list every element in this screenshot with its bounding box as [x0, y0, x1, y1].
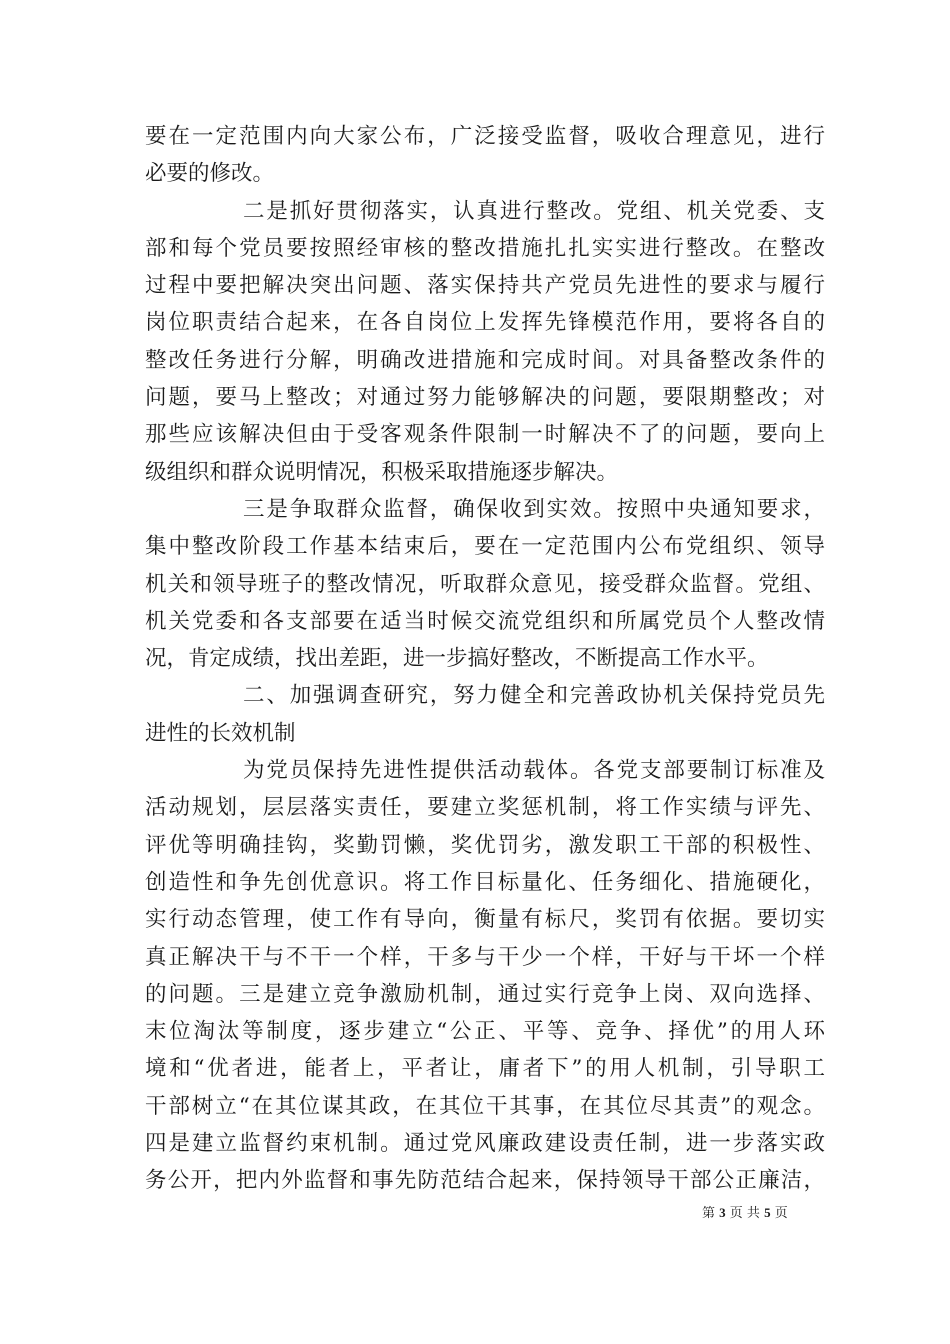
text-line: 真正解决干与不干一个样，干多与干少一个样，干好与干坏一个样	[145, 944, 825, 970]
text-line: 岗位职责结合起来，在各自岗位上发挥先锋模范作用，要将各自的	[145, 310, 825, 336]
text-line: 那些应该解决但由于受客观条件限制一时解决不了的问题，要向上	[145, 422, 825, 448]
paragraph-start-line: 为党员保持先进性提供活动载体。各党支部要制订标准及	[243, 758, 825, 784]
text-line: 评优等明确挂钩，奖勤罚懒，奖优罚劣，激发职工干部的积极性、	[145, 832, 825, 858]
current-page-number: 3	[719, 1205, 726, 1220]
text-line: 境和“优者进，能者上，平者让，庸者下”的用人机制，引导职工	[145, 1056, 825, 1082]
text-line: 级组织和群众说明情况，积极采取措施逐步解决。	[145, 459, 619, 485]
text-line: 实行动态管理，使工作有导向，衡量有标尺，奖罚有依据。要切实	[145, 907, 825, 933]
section-heading-line: 二、加强调查研究，努力健全和完善政协机关保持党员先	[243, 683, 825, 709]
text-line: 要在一定范围内向大家公布，广泛接受监督，吸收合理意见，进行	[145, 124, 825, 149]
paragraph-start-line: 三是争取群众监督，确保收到实效。按照中央通知要求，	[243, 496, 825, 522]
paragraph-start-line: 二是抓好贯彻落实，认真进行整改。党组、机关党委、支	[243, 198, 825, 224]
text-line: 机关党委和各支部要在适当时候交流党组织和所属党员个人整改情	[145, 608, 825, 634]
text-line: 问题，要马上整改；对通过努力能够解决的问题，要限期整改；对	[145, 385, 825, 411]
page-number-footer	[702, 1204, 788, 1223]
text-line: 创造性和争先创优意识。将工作目标量化、任务细化、措施硬化，	[145, 869, 825, 895]
footer-prefix: 第	[702, 1206, 716, 1221]
text-line: 部和每个党员要按照经审核的整改措施扎扎实实进行整改。在整改	[145, 235, 825, 261]
text-line: 过程中要把解决突出问题、落实保持共产党员先进性的要求与履行	[145, 273, 825, 299]
text-line: 末位淘汰等制度，逐步建立“公正、平等、竞争、择优”的用人环	[145, 1019, 825, 1045]
text-line: 整改任务进行分解，明确改进措施和完成时间。对具备整改条件的	[145, 347, 825, 373]
total-page-number: 5	[764, 1205, 771, 1220]
text-line: 集中整改阶段工作基本结束后，要在一定范围内公布党组织、领导	[145, 534, 825, 560]
document-body	[145, 118, 825, 1200]
text-line: 务公开，把内外监督和事先防范结合起来，保持领导干部公正廉洁，	[145, 1168, 825, 1194]
section-heading-line: 进性的长效机制	[145, 720, 296, 746]
footer-suffix: 页	[774, 1206, 788, 1221]
text-line: 机关和领导班子的整改情况，听取群众意见，接受群众监督。党组、	[145, 571, 825, 597]
text-line: 的问题。三是建立竞争激励机制，通过实行竞争上岗、双向选择、	[145, 981, 825, 1007]
text-line: 干部树立“在其位谋其政，在其位干其事，在其位尽其责”的观念。	[145, 1093, 825, 1119]
text-line: 活动规划，层层落实责任，要建立奖惩机制，将工作实绩与评先、	[145, 795, 825, 821]
footer-middle: 页 共	[729, 1206, 760, 1221]
text-line: 四是建立监督约束机制。通过党风廉政建设责任制，进一步落实政	[145, 1131, 825, 1157]
text-line: 必要的修改。	[145, 161, 275, 187]
text-line: 况，肯定成绩，找出差距，进一步搞好整改，不断提高工作水平。	[145, 646, 769, 672]
